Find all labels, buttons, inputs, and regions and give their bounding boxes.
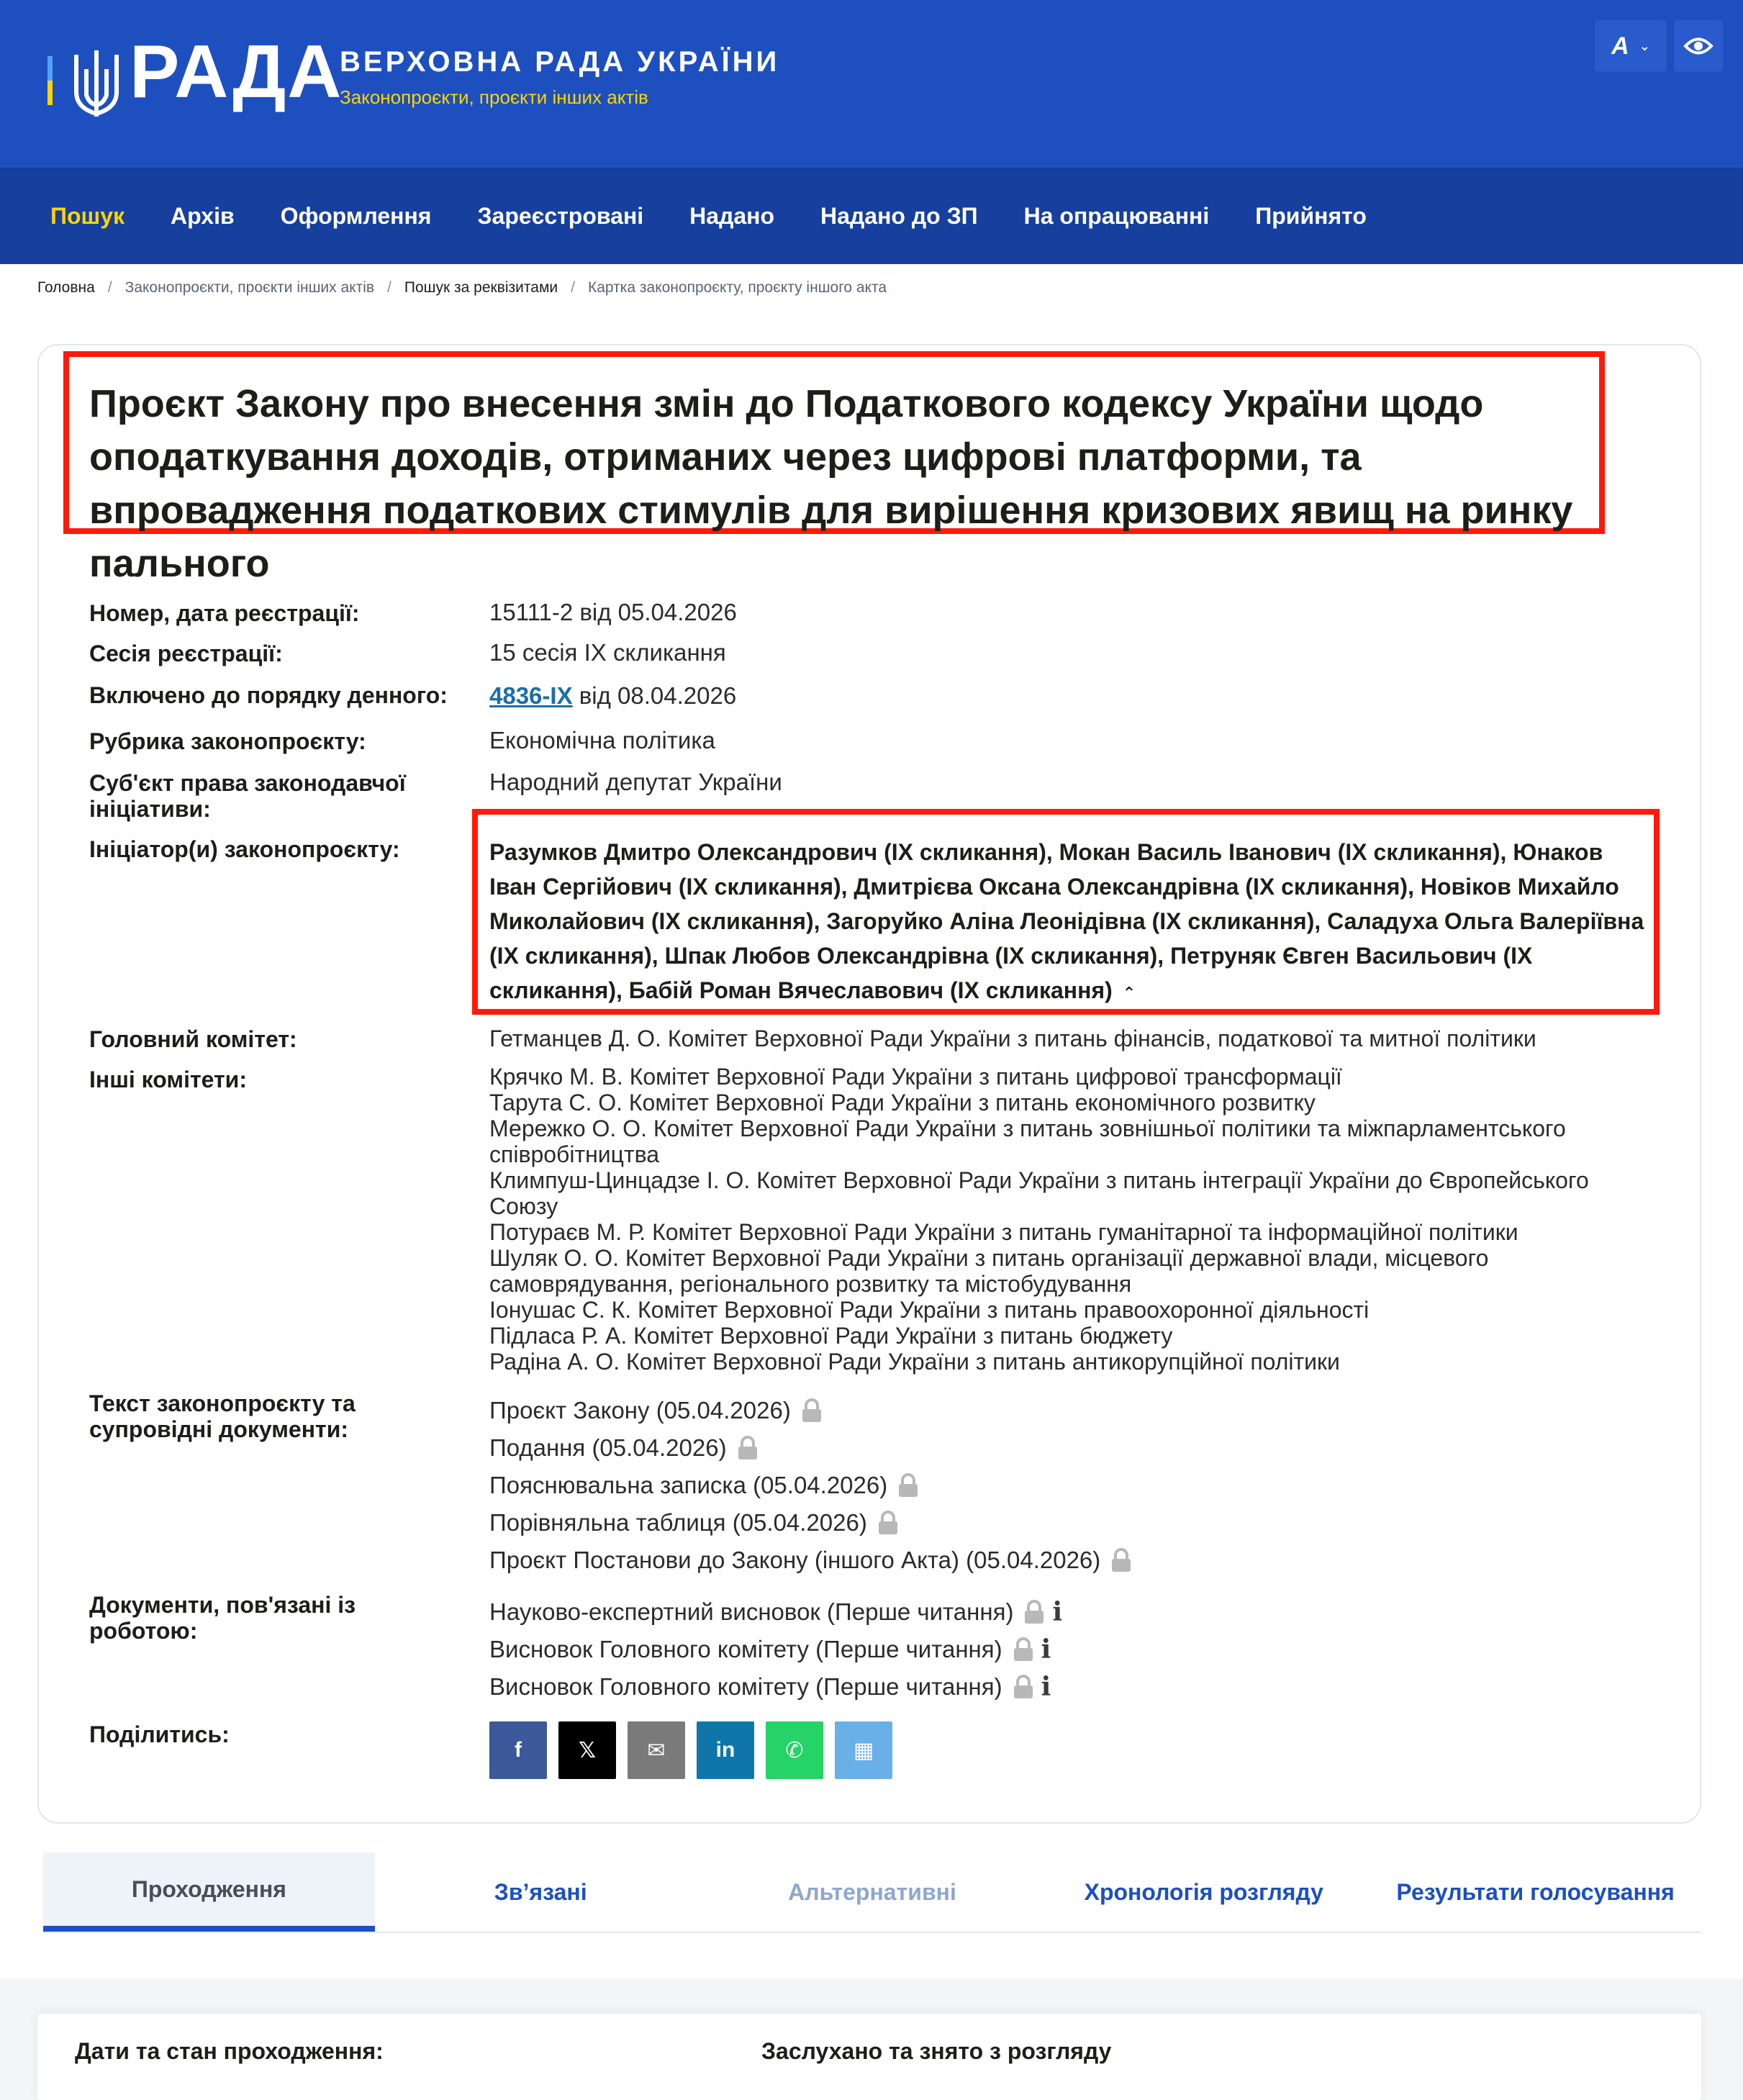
qr-code-icon: ▦ xyxy=(853,1738,874,1762)
subject-label: Суб'єкт права законодавчої ініціативи: xyxy=(89,770,406,822)
facebook-icon: f xyxy=(515,1738,522,1762)
lock-icon xyxy=(1110,1548,1132,1572)
eye-icon xyxy=(1684,37,1713,55)
agenda-date: від 08.04.2026 xyxy=(572,682,737,709)
session-value: 15 сесія IX скликання xyxy=(489,639,726,666)
reg-value: 15111-2 від 05.04.2026 xyxy=(489,599,737,625)
accessibility-button[interactable] xyxy=(1674,20,1723,72)
main-committee-label: Головний комітет: xyxy=(89,1026,297,1052)
agenda-value xyxy=(489,682,736,710)
lock-icon xyxy=(1023,1600,1045,1624)
nav-item-archive[interactable]: Архів xyxy=(171,202,235,229)
site-logo[interactable]: РАДА xyxy=(130,30,343,114)
doc-item[interactable] xyxy=(489,1392,1641,1429)
tab-alternative[interactable]: Альтернативні xyxy=(788,1878,956,1905)
breadcrumb-separator: / xyxy=(107,279,112,296)
info-icon[interactable]: i xyxy=(1041,1634,1051,1665)
font-size-button[interactable] xyxy=(1595,20,1667,72)
committee-item: Іонушас С. К. Комітет Верховної Ради України з питань правоохоронної діяльності xyxy=(489,1297,1370,1323)
subject-value: Народний депутат України xyxy=(489,769,782,795)
related-doc-item[interactable] xyxy=(489,1668,1641,1706)
doc-link[interactable]: Проєкт Постанови до Закону (іншого Акта) (05.04.2026) xyxy=(489,1547,1101,1573)
lock-icon xyxy=(737,1436,759,1460)
doc-link[interactable]: Висновок Головного комітету (Перше читання) xyxy=(489,1673,1002,1700)
page-title: Проєкт Закону про внесення змін до Податкового кодексу України щодо оподаткування доходів, отриманих через цифрові платформи, та впровадження податкових стимулів для вирішення кризових явищ на ринку пального xyxy=(89,382,1573,585)
info-icon[interactable]: i xyxy=(1052,1597,1063,1627)
nav-item-search[interactable]: Пошук xyxy=(50,202,125,229)
tab-progress[interactable]: Проходження xyxy=(43,1852,375,1932)
breadcrumb-separator: / xyxy=(571,279,575,296)
doc-link[interactable]: Науково-експертний висновок (Перше читання) xyxy=(489,1598,1014,1625)
linkedin-icon: in xyxy=(715,1738,735,1762)
status-value: Заслухано та знято з розгляду xyxy=(761,2038,1112,2064)
lock-icon xyxy=(1013,1675,1034,1699)
mail-icon: ✉ xyxy=(647,1738,666,1762)
doc-link[interactable]: Подання (05.04.2026) xyxy=(489,1434,727,1461)
whatsapp-icon: ✆ xyxy=(785,1738,804,1762)
breadcrumb-home[interactable]: Головна xyxy=(37,279,95,296)
tab-chronology[interactable]: Хронологія розгляду xyxy=(1084,1878,1323,1905)
lock-icon xyxy=(801,1398,823,1423)
nav-item-submitted[interactable]: Надано xyxy=(689,202,775,229)
session-label: Сесія реєстрації: xyxy=(89,641,283,666)
nav-item-submitted-zp[interactable]: Надано до ЗП xyxy=(820,202,978,229)
committee-item: Тарута С. О. Комітет Верховної Ради України з питань економічного розвитку xyxy=(489,1090,1316,1115)
other-committees-label: Інші комітети: xyxy=(89,1067,247,1092)
x-share-button[interactable] xyxy=(558,1721,616,1779)
share-label: Поділитись: xyxy=(89,1721,230,1747)
nav-item-processing[interactable]: На опрацюванні xyxy=(1023,202,1210,229)
initiators-label: Ініціатор(и) законопроєкту: xyxy=(89,836,400,862)
docs-label: Текст законопроєкту та супровідні документи: xyxy=(89,1390,356,1442)
org-subtitle: Законопроєкти, проєкти інших актів xyxy=(340,86,648,108)
nav-item-adopted[interactable]: Прийнято xyxy=(1255,202,1367,229)
lock-icon xyxy=(877,1511,899,1535)
initiators-list: Разумков Дмитро Олександрович (IX скликання), Мокан Василь Іванович (IX скликання), Юнаков Іван Сергійович (IX скликання), Дмитрієва Оксана Олександрівна (IX скликання), Новіков Михайло Миколайович (IX скликання), Загоруйко Аліна Леонідівна (IX скликання), Саладуха Ольга Валеріївна (IX скликання), Шпак Любов Олександрівна (IX скликання), Петруняк Євген Васильович (IX скликання), Бабій Роман Вячеславович (IX скликання) xyxy=(489,839,1644,1003)
docs-list xyxy=(489,1392,1641,1579)
doc-item[interactable] xyxy=(489,1467,1641,1504)
tab-bar xyxy=(43,1852,1701,1933)
agenda-link[interactable]: 4836-IX xyxy=(489,682,573,709)
breadcrumb-current: Картка законопроєкту, проєкту іншого акта xyxy=(587,279,887,296)
breadcrumb-search[interactable]: Пошук за реквізитами xyxy=(404,279,558,296)
rubric-value: Економічна політика xyxy=(489,727,715,753)
trident-icon xyxy=(72,47,121,122)
doc-link[interactable]: Висновок Головного комітету (Перше читання) xyxy=(489,1636,1002,1662)
breadcrumb-separator: / xyxy=(387,279,391,296)
email-share-button[interactable] xyxy=(628,1721,685,1779)
info-icon[interactable]: i xyxy=(1041,1672,1051,1702)
committee-item: Радіна А. О. Комітет Верховної Ради України з питань антикорупційної політики xyxy=(489,1349,1340,1375)
lock-icon xyxy=(1013,1637,1034,1662)
facebook-share-button[interactable] xyxy=(489,1721,547,1779)
agenda-label: Включено до порядку денного: xyxy=(89,682,448,708)
related-docs-label: Документи, пов'язані із роботою: xyxy=(89,1592,356,1644)
doc-link[interactable]: Проєкт Закону (05.04.2026) xyxy=(489,1397,791,1424)
whatsapp-share-button[interactable] xyxy=(766,1721,823,1779)
rubric-label: Рубрика законопроєкту: xyxy=(89,728,366,754)
related-doc-item[interactable] xyxy=(489,1593,1641,1631)
chevron-down-icon: ⌄ xyxy=(1639,38,1650,53)
doc-item[interactable] xyxy=(489,1429,1641,1467)
breadcrumb-bills[interactable]: Законопроєкти, проєкти інших актів xyxy=(124,279,375,296)
reg-label: Номер, дата реєстрації: xyxy=(89,600,360,626)
x-icon: 𝕏 xyxy=(578,1738,597,1762)
doc-item[interactable] xyxy=(489,1504,1641,1542)
related-docs-list xyxy=(489,1593,1641,1706)
nav-item-registered[interactable]: Зареєстровані xyxy=(477,202,644,229)
main-committee-value: Гетманцев Д. О. Комітет Верховної Ради України з питань фінансів, податкової та митної політики xyxy=(489,1026,1536,1051)
committee-item: Потураєв М. Р. Комітет Верховної Ради України з питань гуманітарної та інформаційної політики xyxy=(489,1219,1518,1245)
committee-item: Мережко О. О. Комітет Верховної Ради України з питань зовнішньої політики та міжпарламентського співробітництва xyxy=(489,1115,1566,1167)
tab-voting-results[interactable]: Результати голосування xyxy=(1396,1878,1675,1905)
main-nav xyxy=(0,168,1743,264)
doc-item[interactable] xyxy=(489,1542,1641,1579)
qr-share-button[interactable] xyxy=(835,1721,892,1779)
flag-bar xyxy=(47,56,53,105)
share-buttons xyxy=(489,1721,904,1779)
initiators-value xyxy=(489,835,1652,1010)
doc-link[interactable]: Пояснювальна записка (05.04.2026) xyxy=(489,1472,888,1498)
tab-related[interactable]: Зв’язані xyxy=(494,1878,587,1905)
org-name: ВЕРХОВНА РАДА УКРАЇНИ xyxy=(340,46,780,78)
lock-icon xyxy=(897,1473,919,1498)
nav-item-drafting[interactable]: Оформлення xyxy=(280,202,432,229)
status-label: Дати та стан проходження: xyxy=(75,2038,384,2064)
committee-item: Шуляк О. О. Комітет Верховної Ради України з питань організації державної влади, місцевого самоврядування, регіонального розвитку та містобудування xyxy=(489,1245,1489,1297)
linkedin-share-button[interactable] xyxy=(697,1721,754,1779)
committee-item: Крячко М. В. Комітет Верховної Ради України з питань цифрової трансформації xyxy=(489,1064,1342,1090)
chevron-up-icon[interactable]: ⌃ xyxy=(1122,984,1136,1002)
other-committees-list xyxy=(489,1064,1641,1375)
breadcrumb xyxy=(37,279,887,297)
committee-item: Підласа Р. А. Комітет Верховної Ради України з питань бюджету xyxy=(489,1323,1173,1349)
doc-link[interactable]: Порівняльна таблиця (05.04.2026) xyxy=(489,1509,867,1536)
site-header xyxy=(0,0,1743,168)
related-doc-item[interactable] xyxy=(489,1631,1641,1668)
status-panel xyxy=(37,2014,1701,2100)
committee-item: Климпуш-Цинцадзе І. О. Комітет Верховної Ради України з питань інтеграції України до Європейського Союзу xyxy=(489,1167,1589,1219)
font-size-label: A xyxy=(1611,32,1629,60)
